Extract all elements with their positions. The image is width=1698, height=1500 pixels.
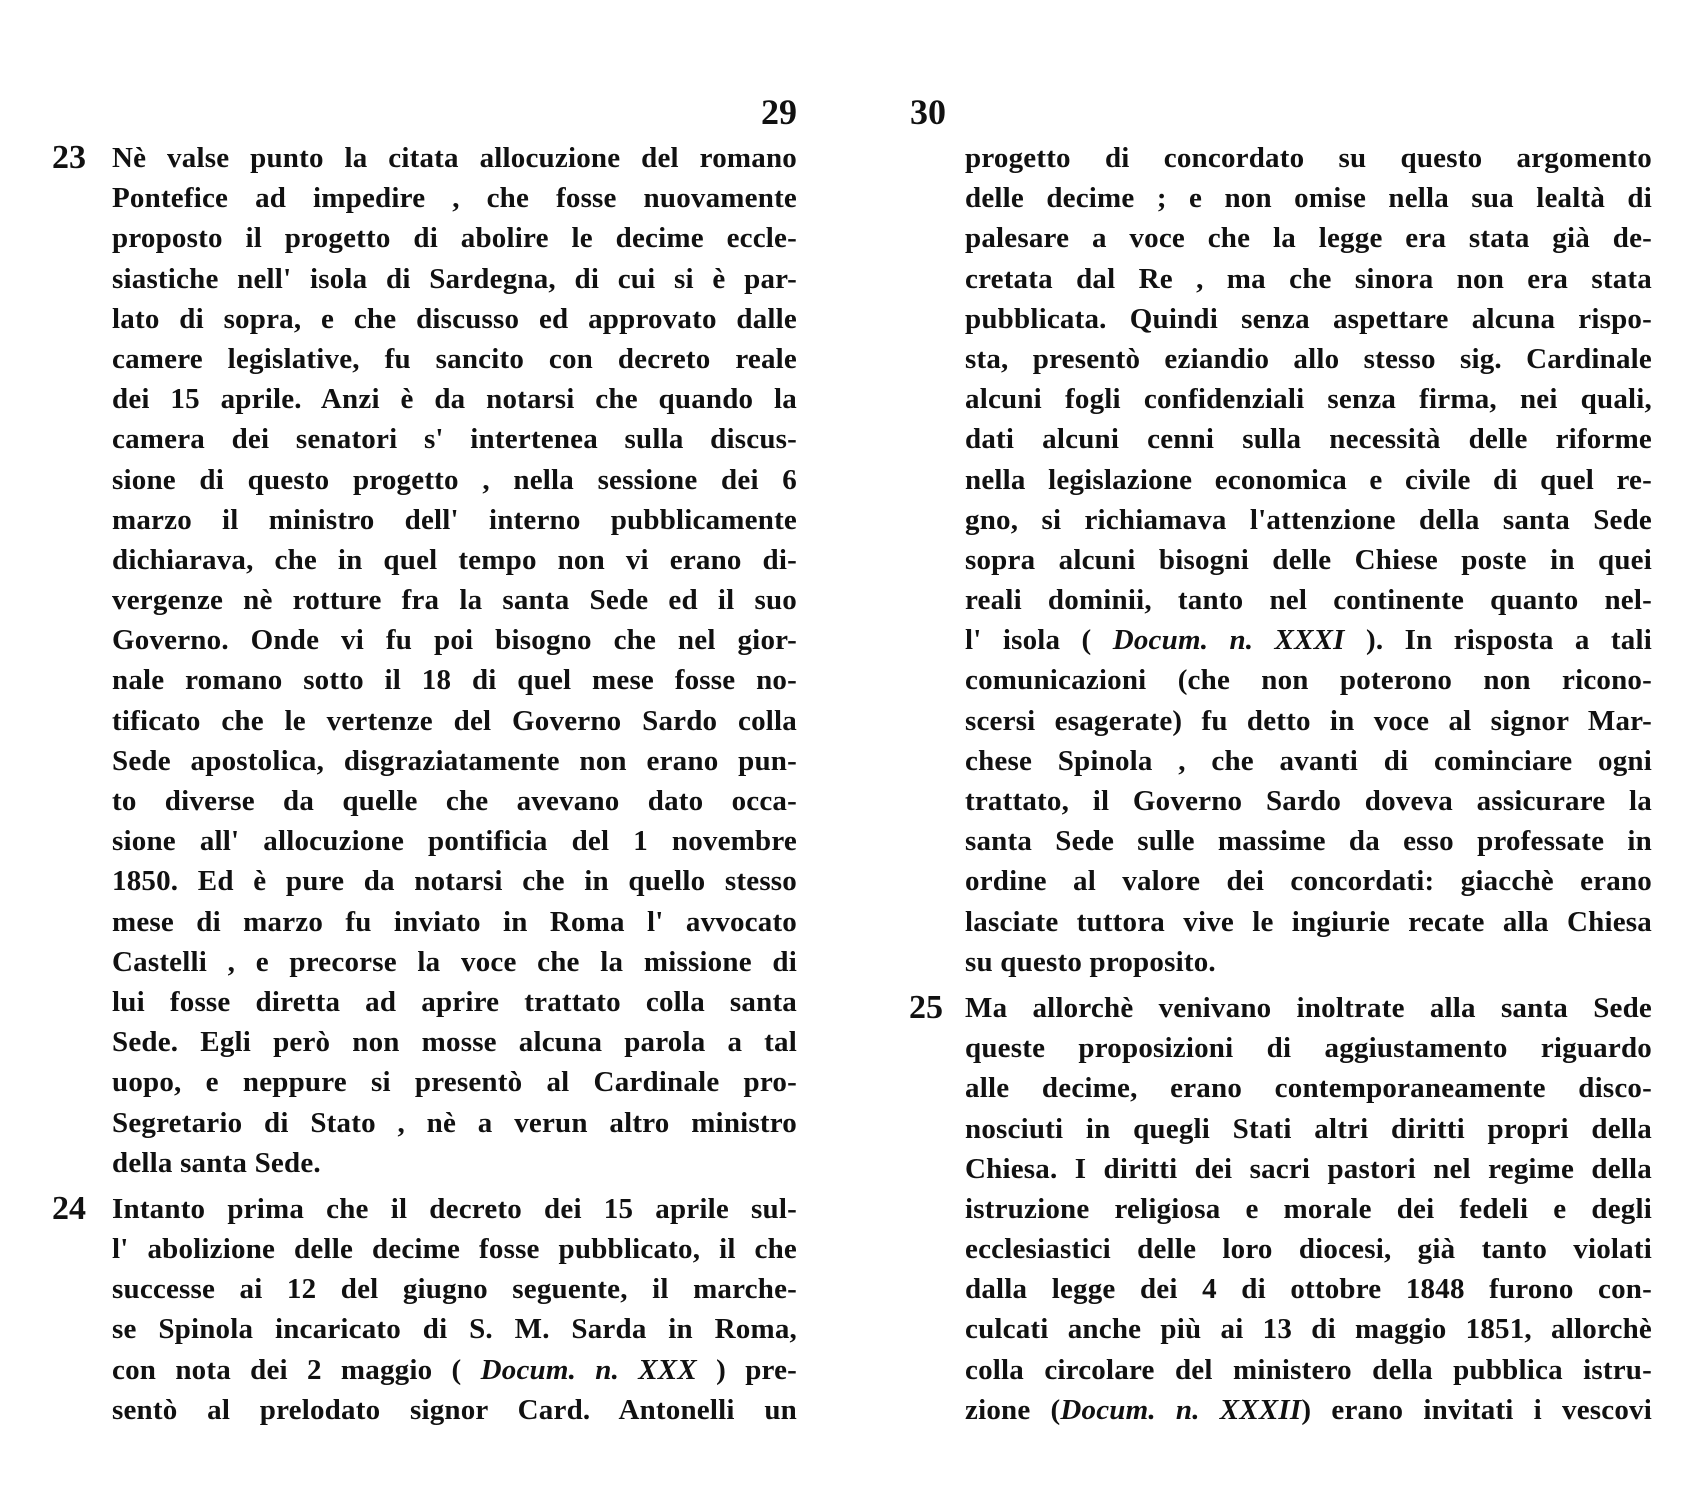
paragraph-body — [965, 138, 1652, 982]
text-line: lasciate tuttora vive le ingiurie recate alla Chiesa — [965, 905, 1652, 938]
paragraph-23 — [52, 138, 797, 1183]
text-line: Chiesa. I diritti dei sacri pastori nel regime della — [965, 1152, 1652, 1185]
right-page — [910, 92, 1652, 1430]
text-line: dalla legge dei 4 di ottobre 1848 furono con- — [965, 1273, 1652, 1306]
page-number-right: 30 — [910, 92, 946, 132]
text-line: vergenze nè rotture fra la santa Sede ed il suo — [112, 584, 797, 617]
paragraph-24 — [52, 1189, 797, 1430]
text-line: camera dei senatori s' intertenea sulla discus- — [112, 423, 797, 456]
text-line: Segretario di Stato , nè a verun altro ministro — [112, 1106, 797, 1139]
text-line: gno, si richiamava l'attenzione della santa Sede — [965, 503, 1652, 536]
text-line: della santa Sede. — [112, 1146, 321, 1179]
text-line: delle decime ; e non omise nella sua lealtà di — [965, 182, 1652, 215]
text-line: successe ai 12 del giugno seguente, il marche- — [112, 1273, 797, 1306]
text-line: siastiche nell' isola di Sardegna, di cui si è par- — [112, 262, 797, 295]
text-line: con nota dei 2 maggio ( Docum. n. XXX ) pre- — [112, 1353, 797, 1386]
text-line: l' isola ( Docum. n. XXXI ). In risposta a tali — [965, 624, 1652, 657]
text-line: to diverse da quelle che avevano dato occa- — [112, 785, 797, 817]
text-line: dati alcuni cenni sulla necessità delle riforme — [965, 423, 1652, 456]
text-line: sta, presentò eziandio allo stesso sig. Cardinale — [965, 342, 1652, 375]
text-line: tificato che le vertenze del Governo Sardo colla — [112, 704, 797, 737]
text-line: nella legislazione economica e civile di quel re- — [965, 463, 1652, 496]
text-line: pubblicata. Quindi senza aspettare alcuna rispo- — [965, 302, 1652, 335]
text-line: dichiarava, che in quel tempo non vi erano di- — [112, 543, 797, 576]
text-line: sione all' allocuzione pontificia del 1 novembre — [112, 825, 797, 858]
text-line: scersi esagerate) fu detto in voce al signor Mar- — [965, 704, 1652, 737]
text-line: nosciuti in quegli Stati altri diritti propri della — [965, 1112, 1652, 1145]
text-line: proposto il progetto di abolire le decime eccle- — [112, 222, 797, 255]
text-line: trattato, il Governo Sardo doveva assicurare la — [965, 785, 1652, 817]
text-line: mese di marzo fu inviato in Roma l' avvocato — [112, 905, 797, 938]
left-page — [52, 92, 797, 1430]
text-line: progetto di concordato su questo argomento — [965, 142, 1652, 174]
page-number-left: 29 — [761, 92, 797, 132]
text-line: lato di sopra, e che discusso ed approvato dalle — [112, 302, 797, 335]
text-line: uopo, e neppure si presentò al Cardinale pro- — [112, 1066, 797, 1099]
text-line: su questo proposito. — [965, 945, 1216, 978]
text-line: istruzione religiosa e morale dei fedeli e degli — [965, 1192, 1652, 1225]
text-line: Intanto prima che il decreto dei 15 aprile sul- — [112, 1192, 797, 1225]
text-line: alcuni fogli confidenziali senza firma, nei quali, — [965, 383, 1652, 416]
text-line: Sede apostolica, disgraziatamente non erano pun- — [112, 744, 797, 777]
text-line: lui fosse diretta ad aprire trattato colla santa — [112, 985, 797, 1018]
paragraph-25 — [910, 988, 1652, 1430]
text-line: sione di questo progetto , nella sessione dei 6 — [112, 463, 797, 496]
text-line: reali dominii, tanto nel continente quanto nel- — [965, 584, 1652, 617]
paragraph-number: 23 — [52, 139, 86, 176]
text-line: Pontefice ad impedire , che fosse nuovamente — [112, 182, 797, 215]
text-line: se Spinola incaricato di S. M. Sarda in Roma, — [112, 1313, 797, 1346]
paragraph-body — [112, 138, 797, 1183]
text-line: Governo. Onde vi fu poi bisogno che nel gior- — [112, 624, 797, 657]
text-line: 1850. Ed è pure da notarsi che in quello stesso — [112, 865, 797, 898]
text-line: colla circolare del ministero della pubblica istru- — [965, 1353, 1652, 1386]
text-line: alle decime, erano contemporaneamente disco- — [965, 1072, 1652, 1105]
text-line: Ma allorchè venivano inoltrate alla santa Sede — [965, 991, 1652, 1024]
text-line: Nè valse punto la citata allocuzione del romano — [112, 142, 797, 174]
paragraph-continuation — [910, 138, 1652, 982]
paragraph-number: 24 — [52, 1189, 86, 1227]
text-line: zione (Docum. n. XXXII) erano invitati i vescovi — [965, 1393, 1652, 1426]
text-line: cretata dal Re , ma che sinora non era stata — [965, 262, 1652, 295]
text-line: Sede. Egli però non mosse alcuna parola a tal — [112, 1026, 797, 1059]
text-line: santa Sede sulle massime da esso professate in — [965, 825, 1652, 858]
text-line: camere legislative, fu sancito con decreto reale — [112, 342, 797, 375]
text-line: chese Spinola , che avanti di cominciare ogni — [965, 744, 1652, 777]
text-line: sentò al prelodato signor Card. Antonelli un — [112, 1393, 797, 1426]
text-line: Castelli , e precorse la voce che la missione di — [112, 945, 797, 978]
text-line: culcati anche più ai 13 di maggio 1851, allorchè — [965, 1313, 1652, 1346]
text-line: palesare a voce che la legge era stata già de- — [965, 222, 1652, 255]
text-line: l' abolizione delle decime fosse pubblicato, il che — [112, 1233, 797, 1266]
paragraph-body — [965, 988, 1652, 1430]
text-line: marzo il ministro dell' interno pubblicamente — [112, 503, 797, 536]
text-line: ecclesiastici delle loro diocesi, già tanto violati — [965, 1233, 1652, 1266]
text-line: ordine al valore dei concordati: giacchè erano — [965, 865, 1652, 898]
text-line: dei 15 aprile. Anzi è da notarsi che quando la — [112, 383, 797, 416]
text-line: comunicazioni (che non poterono non ricono- — [965, 664, 1652, 697]
text-line: nale romano sotto il 18 di quel mese fosse no- — [112, 664, 797, 697]
text-line: queste proposizioni di aggiustamento riguardo — [965, 1032, 1652, 1065]
paragraph-number: 25 — [909, 988, 943, 1026]
text-line: sopra alcuni bisogni delle Chiese poste in quei — [965, 543, 1652, 576]
paragraph-body — [112, 1189, 797, 1430]
